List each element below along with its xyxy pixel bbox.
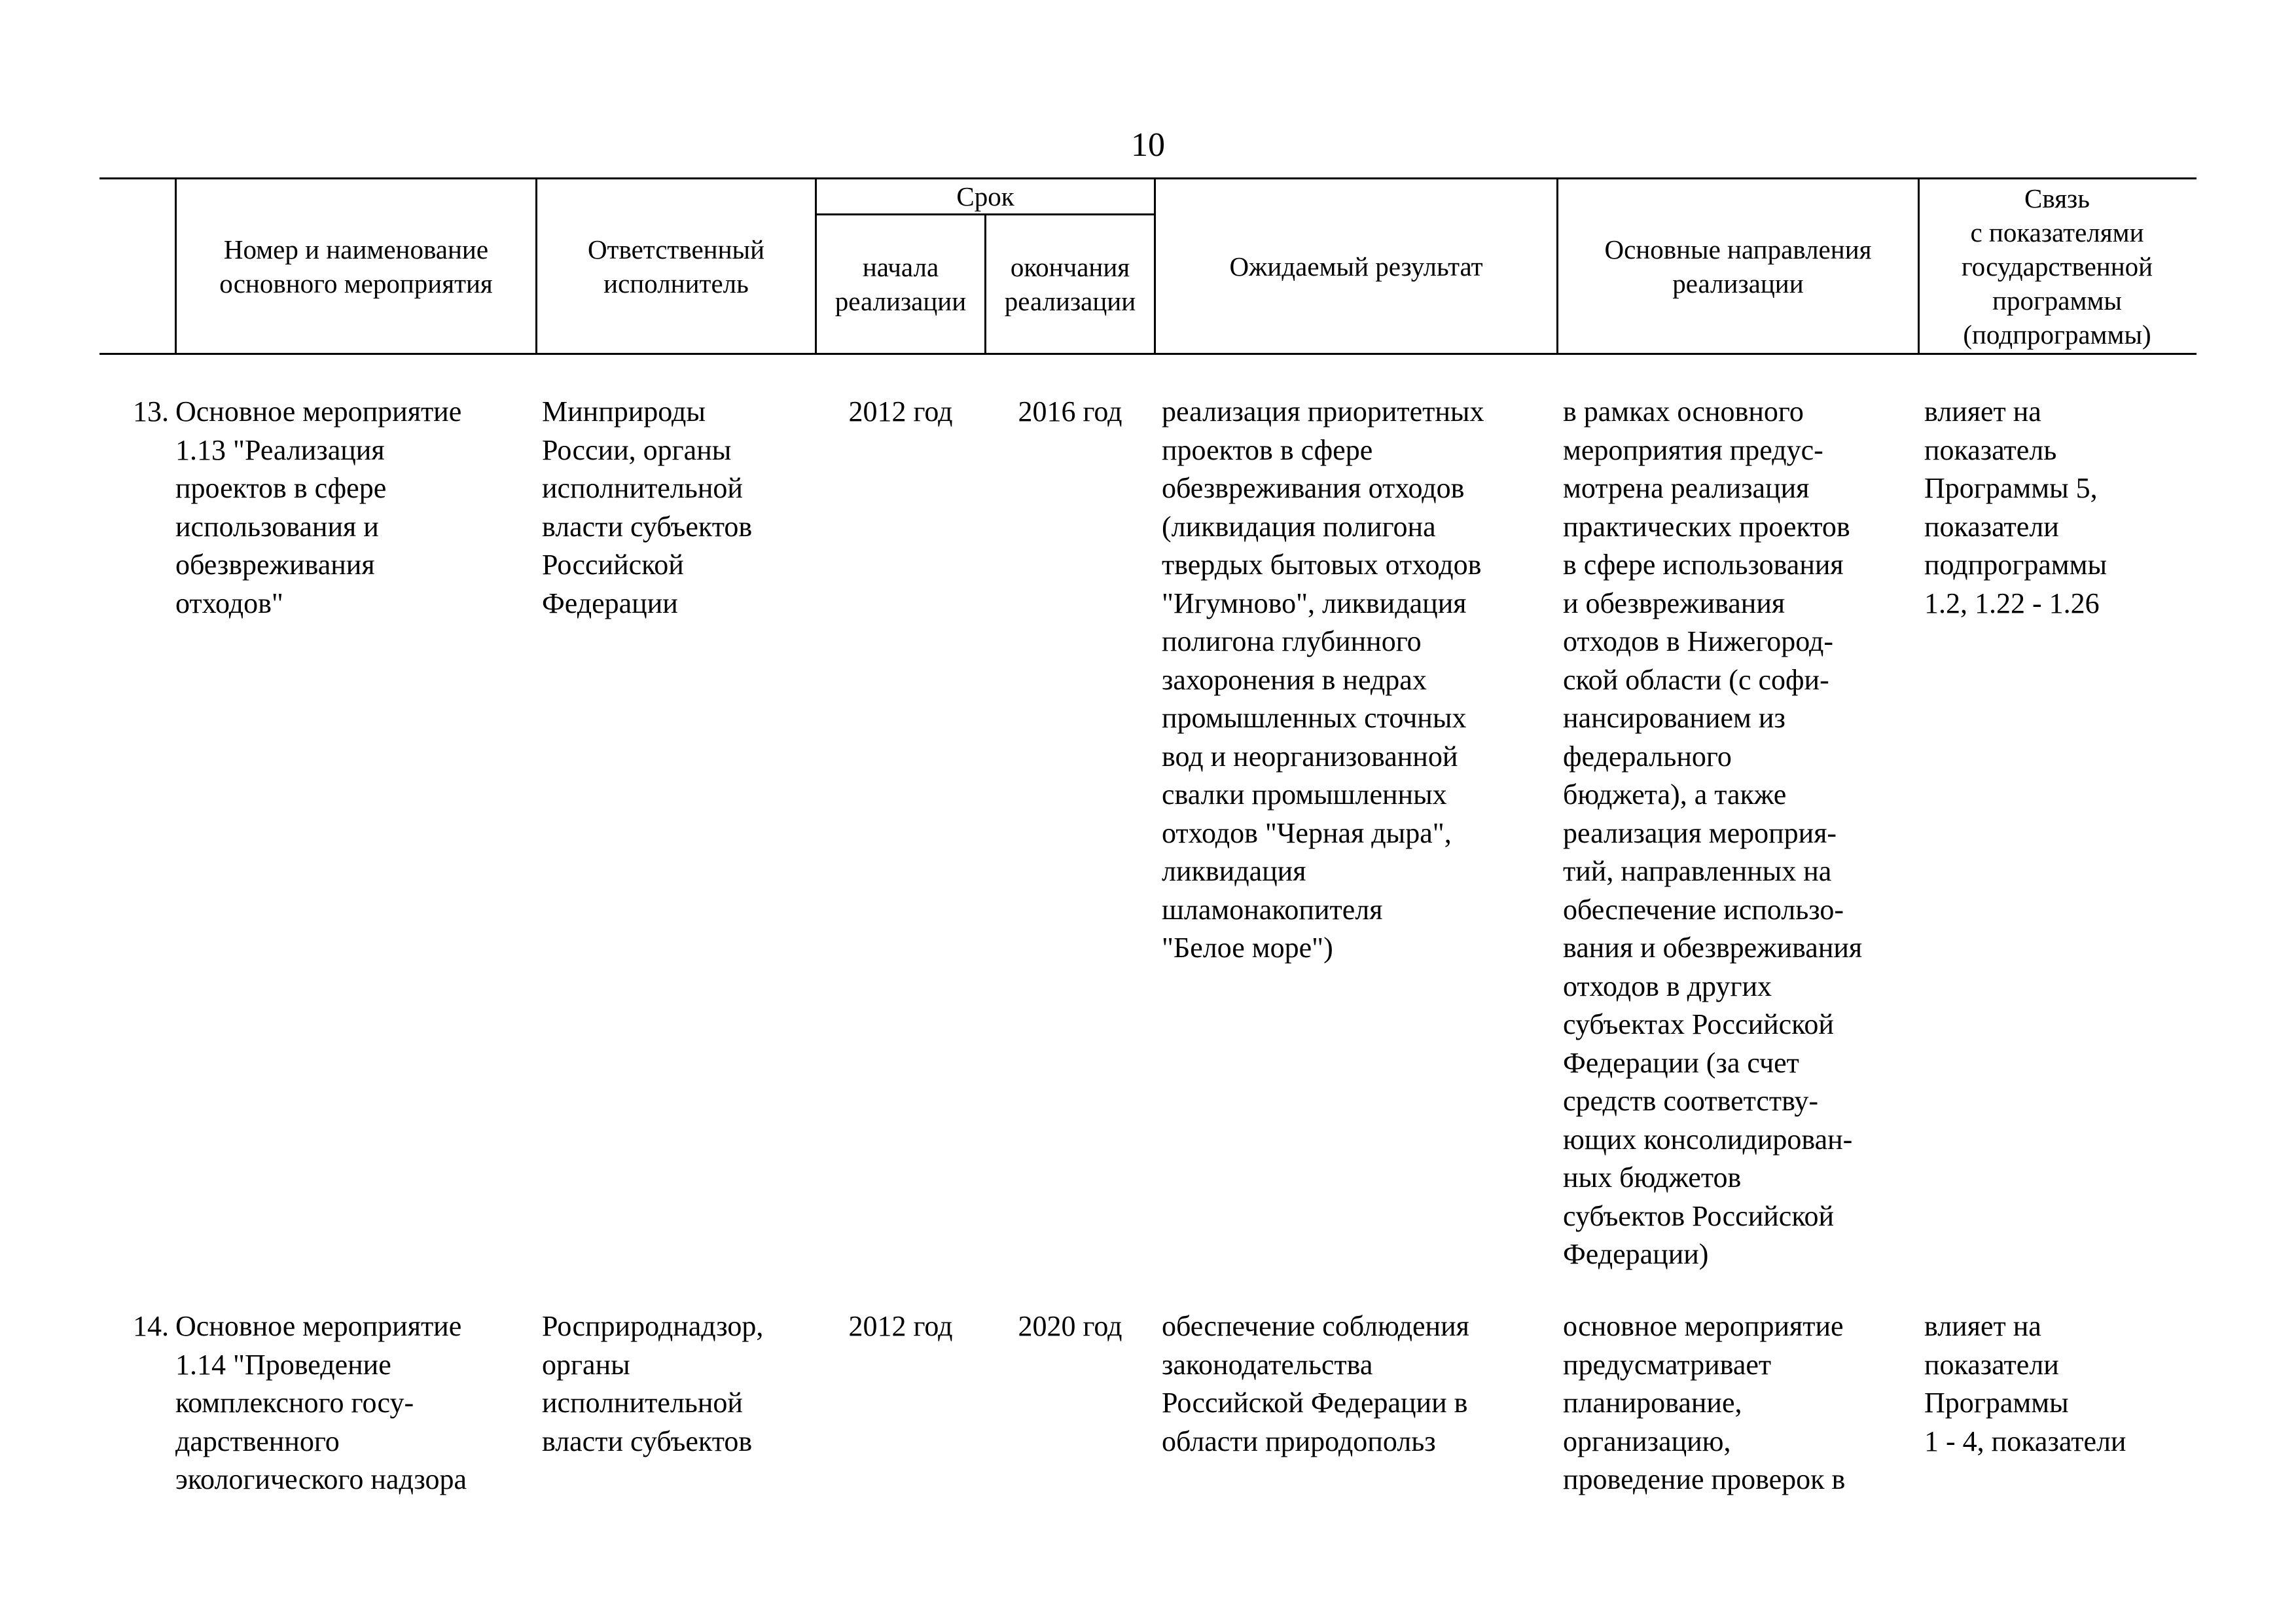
page-number: 10	[1131, 126, 1165, 164]
row-directions: основное мероприятие предусматривает планирование, организацию, проведение проверок в	[1563, 1310, 1846, 1495]
row-end: 2016 год	[1018, 395, 1122, 428]
row-end: 2020 год	[1018, 1310, 1122, 1342]
row-responsible: Минприроды России, органы исполнительной власти субъектов Российской Федерации	[542, 395, 753, 619]
row-start: 2012 год	[848, 1310, 953, 1342]
row-start: 2012 год	[848, 395, 953, 428]
header-result: Ожидаемый результат	[1229, 251, 1483, 282]
header-directions: Основные направления реализации	[1604, 234, 1872, 299]
row-result: реализация приоритетных проектов в сфере обезвреживания отходов (ликвидация полигона твердых бытовых отходов "Игумново", ликвидация полигона глубинного захоронения в недрах промышленных сточных вод и неорганизованной свалки промышленных отходов "Черная дыра", ликвидация шламонакопителя "Белое море")	[1162, 395, 1484, 964]
row-name: Основное мероприятие 1.14 "Проведение комплексного госу- дарственного экологического надзора	[175, 1310, 467, 1495]
row-link: влияет на показатели Программы 1 - 4, показатели	[1924, 1310, 2126, 1457]
header-link: Связь с показателями государственной программы (подпрограммы)	[1961, 183, 2153, 350]
header-name: Номер и наименование основного мероприятия	[219, 234, 493, 299]
row-responsible: Росприроднадзор, органы исполнительной власти субъектов	[542, 1310, 764, 1457]
row-number: 13.	[133, 395, 169, 428]
header-start: начала реализации	[834, 252, 967, 316]
row-number: 14.	[133, 1310, 169, 1342]
row-result: обеспечение соблюдения законодательства Российской Федерации в области природопольз	[1162, 1310, 1469, 1457]
row-name: Основное мероприятие 1.13 "Реализация проектов в сфере использования и обезвреживания отходов"	[175, 395, 462, 619]
header-term: Срок	[956, 181, 1014, 211]
row-link: влияет на показатель Программы 5, показатели подпрограммы 1.2, 1.22 - 1.26	[1924, 395, 2108, 619]
row-directions: в рамках основного мероприятия предус- мотрена реализация практических проектов в сфере использования и обезвреживания отходов в Нижегород- ской области (с софи- нансированием из федерального бюджета), а также реализация мероприя- тий, направленных на обеспечение использо- вания и обезвреживания отходов в других субъектах Российской Федерации (за счет средств соответству- ющих консолидирован- ных бюджетов субъектов Российской Федерации)	[1563, 395, 1863, 1270]
header-end: окончания реализации	[1004, 252, 1136, 316]
header-bottom-rule	[99, 353, 2197, 355]
header-responsible: Ответственный исполнитель	[587, 234, 765, 299]
